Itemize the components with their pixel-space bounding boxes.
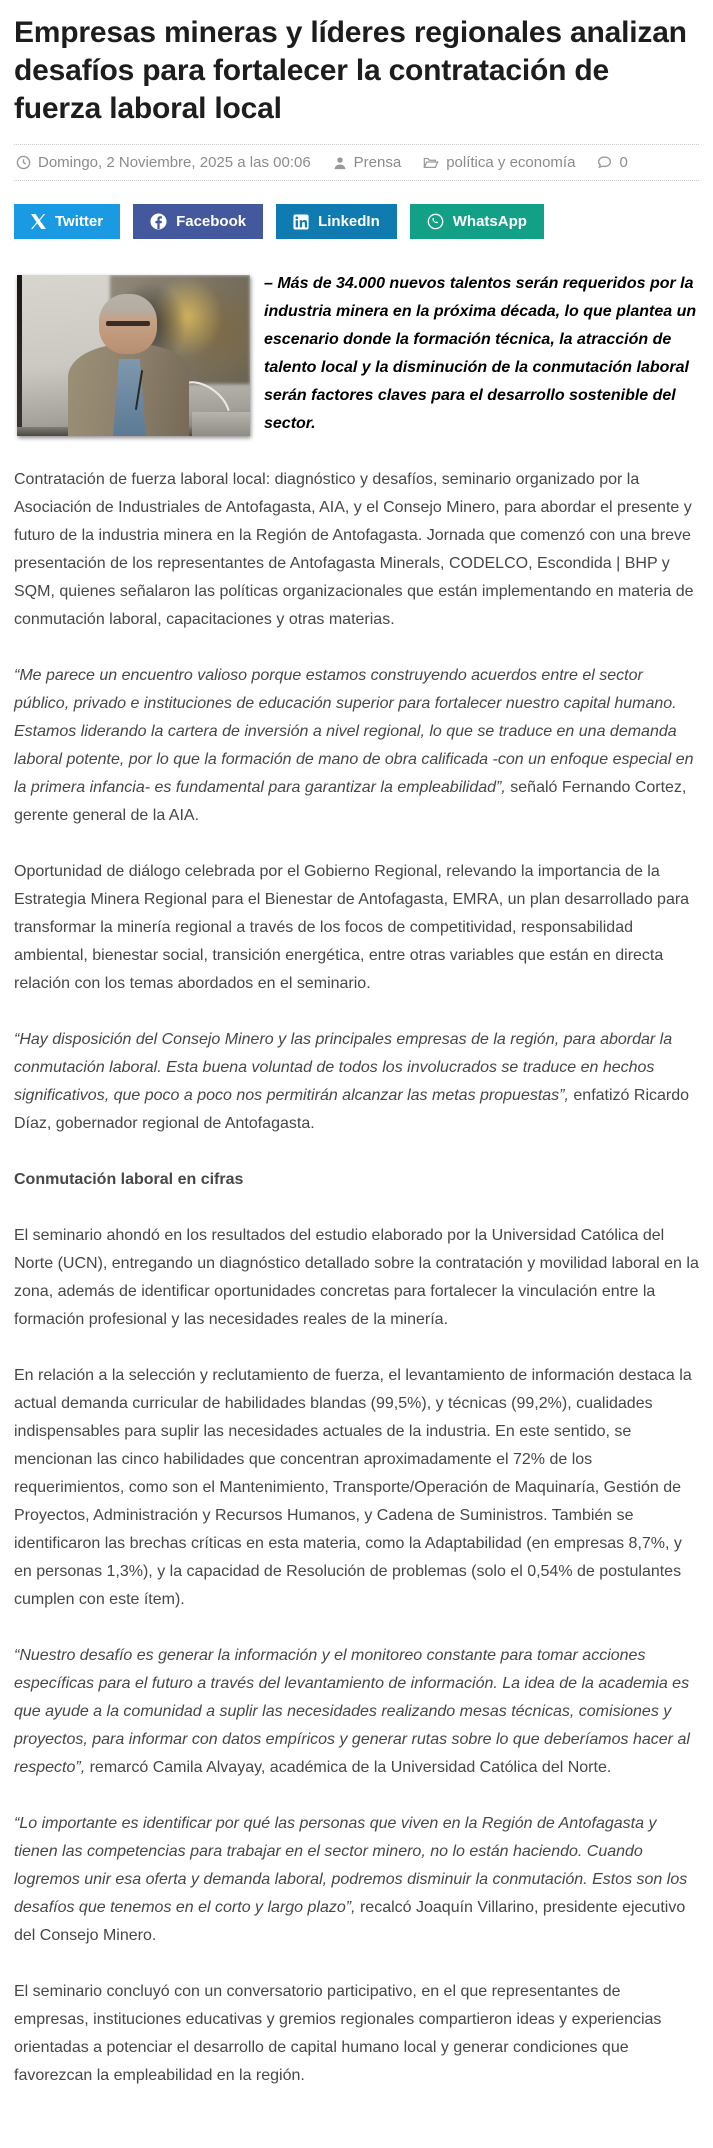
article-paragraph: [14, 662, 699, 830]
x-twitter-icon: [31, 214, 46, 229]
share-whatsapp-label: WhatsApp: [452, 213, 527, 230]
paragraph-segment: Conmutación laboral en cifras: [14, 1171, 244, 1188]
paragraph-segment: “Me parece un encuentro valioso porque estamos construyendo acuerdos entre el sector público, privado e instituciones de educación superior para fortalecer nuestro capital humano. Estamos liderando la cartera de inversión a nivel regional, lo que se traduce en una demanda laboral potente, por lo que la formación de mano de obra calificada -con un enfoque especial en la primera infancia- es fundamental para garantizar la empleabilidad”,: [14, 667, 694, 796]
article-paragraph: [14, 1222, 699, 1334]
paragraph-segment: “Lo importante es identificar por qué las personas que viven en la Región de Antofagasta y tienen las competencias para trabajar en el sector minero, no lo están haciendo. Cuando logremos unir esa oferta y demanda laboral, podremos disminuir la conmutación. Estos son los desafíos que tenemos en el corto y largo plazo”,: [14, 1815, 688, 1916]
meta-author[interactable]: [333, 154, 402, 171]
article-image: [17, 275, 250, 436]
clock-icon: [16, 155, 31, 170]
article-paragraph: [14, 1642, 699, 1782]
paragraph-segment: “Hay disposición del Consejo Minero y las principales empresas de la región, para abordar la conmutación laboral. Esta buena voluntad de todos los involucrados se traduce en hechos significativos, que poco a poco nos permitirán alcanzar las metas propuestas”,: [14, 1031, 673, 1104]
meta-comments-count: 0: [619, 154, 628, 171]
share-facebook-button[interactable]: [133, 204, 263, 239]
article-paragraph: [14, 858, 699, 998]
share-linkedin-label: LinkedIn: [318, 213, 380, 230]
user-icon: [333, 156, 347, 170]
page-title: Empresas mineras y líderes regionales analizan desafíos para fortalecer la contratación de fuerza laboral local: [14, 16, 687, 125]
comment-icon: [597, 155, 612, 170]
paragraph-segment: El seminario concluyó con un conversatorio participativo, en el que representantes de empresas, instituciones educativas y gremios regionales compartieron ideas y experiencias orientadas a potenciar el desarrollo de capital humano local y generar condiciones que favorezcan la empleabilidad en la región.: [14, 1983, 662, 2084]
share-facebook-label: Facebook: [176, 213, 247, 230]
share-buttons: [14, 204, 699, 239]
linkedin-icon: [293, 214, 309, 230]
folder-icon: [423, 155, 439, 170]
meta-bar: [14, 144, 699, 181]
podium: [192, 412, 250, 436]
article-paragraph: [14, 1026, 699, 1138]
speaker-torso: [68, 344, 189, 436]
meta-author-label: Prensa: [353, 154, 402, 171]
section-heading: [14, 1166, 699, 1194]
photo-left-edge: [17, 275, 22, 436]
paragraph-segment: – Más de 34.000 nuevos talentos serán requeridos por la industria minera en la próxima década, lo que plantea un escenario donde la formación técnica, la atracción de talento local y la disminución de la conmutación laboral serán factores claves para el desarrollo sostenible del sector.: [264, 275, 697, 432]
share-twitter-label: Twitter: [55, 213, 104, 230]
facebook-icon: [150, 213, 167, 230]
speaker-glasses: [106, 321, 150, 326]
share-twitter-button[interactable]: [14, 204, 120, 239]
speaker-head: [99, 294, 157, 354]
paragraph-segment: Oportunidad de diálogo celebrada por el Gobierno Regional, relevando la importancia de la Estrategia Minera Regional para el Bienestar de Antofagasta, EMRA, un plan desarrollado para transformar la minería regional a través de los focos de competitividad, responsabilidad ambiental, bienestar social, transición energética, entre otras variables que están en directa relación con los temas abordados en el seminario.: [14, 863, 690, 992]
meta-category[interactable]: [423, 154, 575, 171]
meta-comments[interactable]: [597, 154, 627, 171]
article-paragraph: [14, 1810, 699, 1950]
meta-date-label: Domingo, 2 Noviembre, 2025 a las 00:06: [38, 154, 311, 171]
share-linkedin-button[interactable]: [276, 204, 397, 239]
paragraph-segment: remarcó Camila Alvayay, académica de la Universidad Católica del Norte.: [85, 1759, 612, 1776]
paragraph-segment: señaló Fernando Cortez, gerente general de la AIA.: [14, 779, 687, 824]
whatsapp-icon: [427, 213, 444, 230]
paragraph-segment: enfatizó Ricardo Díaz, gobernador regional de Antofagasta.: [14, 1087, 690, 1132]
article-paragraph: [14, 466, 699, 634]
paragraph-segment: En relación a la selección y reclutamiento de fuerza, el levantamiento de información destaca la actual demanda curricular de habilidades blandas (99,5%), y técnicas (99,2%), cualidades indispensables para suplir las necesidades actuales de la industria. En este sentido, se mencionan las cinco habilidades que concentran aproximadamente el 72% de los requerimientos, como son el Mantenimiento, Transporte/Operación de Maquinaría, Gestión de Proyectos, Administración y Recursos Humanos, y Cadena de Suministros. También se identificaron las brechas críticas en esta materia, como la Adaptabilidad (en empresas 8,7%, y en personas 1,3%), y la capacidad de Resolución de problemas (solo el 0,54% de postulantes cumplen con este ítem).: [14, 1367, 692, 1608]
paragraph-segment: Contratación de fuerza laboral local: diagnóstico y desafíos, seminario organizado por la Asociación de Industriales de Antofagasta, AIA, y el Consejo Minero, para abordar el presente y futuro de la industria minera en la Región de Antofagasta. Jornada que comenzó con una breve presentación de los representantes de Antofagasta Minerals, CODELCO, Escondida | BHP y SQM, quienes señalaron las políticas organizacionales que están implementando en materia de conmutación laboral, capacitaciones y otras materias.: [14, 471, 694, 628]
article-paragraph: [14, 1978, 699, 2090]
meta-date: [16, 154, 311, 171]
meta-category-label: política y economía: [446, 154, 576, 171]
share-whatsapp-button[interactable]: [410, 204, 544, 239]
article-body: [14, 270, 699, 2118]
article-paragraph: [14, 1362, 699, 1614]
paragraph-segment: El seminario ahondó en los resultados del estudio elaborado por la Universidad Católica del Norte (UCN), entregando un diagnóstico detallado sobre la contratación y movilidad laboral en la zona, además de identificar oportunidades concretas para fortalecer la vinculación entre la formación profesional y las necesidades reales de la minería.: [14, 1227, 699, 1328]
paragraph-segment: recalcó Joaquín Villarino, presidente ejecutivo del Consejo Minero.: [14, 1899, 686, 1944]
paragraph-segment: “Nuestro desafío es generar la información y el monitoreo constante para tomar acciones específicas para el futuro a través del levantamiento de información. La idea de la academia es que ayude a la comunidad a suplir las necesidades realizando mesas técnicas, comisiones y proyectos, para informar con datos empíricos y generar rutas sobre lo que deberíamos hacer al respecto”,: [14, 1647, 690, 1776]
